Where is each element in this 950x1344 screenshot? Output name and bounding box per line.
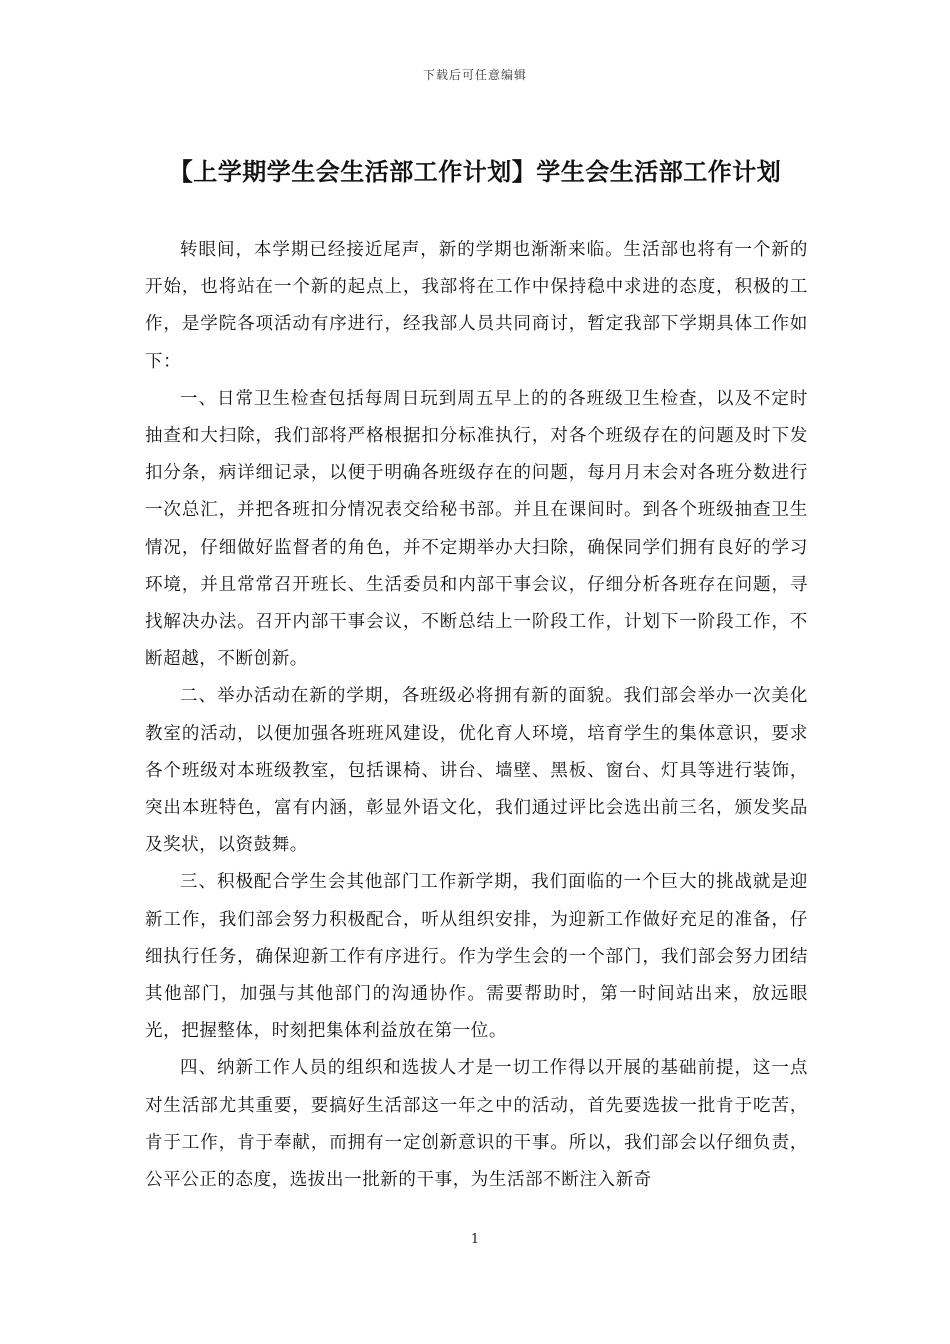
page-number: 1 bbox=[470, 1232, 480, 1247]
document-title: 【上学期学生会生活部工作计划】学生会生活部工作计划 bbox=[168, 157, 782, 186]
section-1-paragraph: 一、日常卫生检查包括每周日玩到周五早上的的各班级卫生检查，以及不定时抽查和大扫除，我们部将严格根据扣分标准执行，对各个班级存在的问题及时下发扣分条，病详细记录，以便于明确各班级存在的问题，每月月末会对各班分数进行一次总汇，并把各班扣分情况表交给秘书部。并且在课间时。到各个班级抽查卫生情况，仔细做好监督者的角色，并不定期举办大扫除，确保同学们拥有良好的学习环境，并且常常召开班长、生活委员和内部干事会议，仔细分析各班存在问题，寻找解决办法。召开内部干事会议，不断总结上一阶段工作，计划下一阶段工作，不断超越，不断创新。 bbox=[145, 388, 808, 670]
section-4-paragraph: 四、纳新工作人员的组织和选拔人才是一切工作得以开展的基础前提，这一点对生活部尤其重要，要搞好生活部这一年之中的活动，首先要选拔一批肯于吃苦，肯于工作，肯于奉献，而拥有一定创新意识的干事。所以，我们部会以仔细负责，公平公正的态度，选拔出一批新的干事，为生活部不断注入新奇 bbox=[145, 1058, 808, 1191]
document-body bbox=[145, 232, 808, 1199]
section-2-paragraph: 二、举办活动在新的学期，各班级必将拥有新的面貌。我们部会举办一次美化教室的活动，以便加强各班班风建设，优化育人环境，培育学生的集体意识，要求各个班级对本班级教室，包括课椅、讲台、墙壁、黑板、窗台、灯具等进行装饰，突出本班特色，富有内涵，彰显外语文化，我们通过评比会选出前三名，颁发奖品及奖状，以资鼓舞。 bbox=[145, 686, 808, 856]
section-3-paragraph: 三、积极配合学生会其他部门工作新学期，我们面临的一个巨大的挑战就是迎新工作，我们部会努力积极配合，听从组织安排，为迎新工作做好充足的准备，仔细执行任务，确保迎新工作有序进行。作为学生会的一个部门，我们部会努力团结其他部门，加强与其他部门的沟通协作。需要帮助时，第一时间站出来，放远眼光，把握整体，时刻把集体利益放在第一位。 bbox=[145, 872, 808, 1042]
intro-paragraph: 转眼间，本学期已经接近尾声，新的学期也渐渐来临。生活部也将有一个新的开始，也将站在一个新的起点上，我部将在工作中保持稳中求进的态度，积极的工作，是学院各项活动有序进行，经我部人员共同商讨，暂定我部下学期具体工作如下： bbox=[145, 240, 808, 372]
page-header-note: 下载后可任意编辑 bbox=[422, 68, 527, 82]
